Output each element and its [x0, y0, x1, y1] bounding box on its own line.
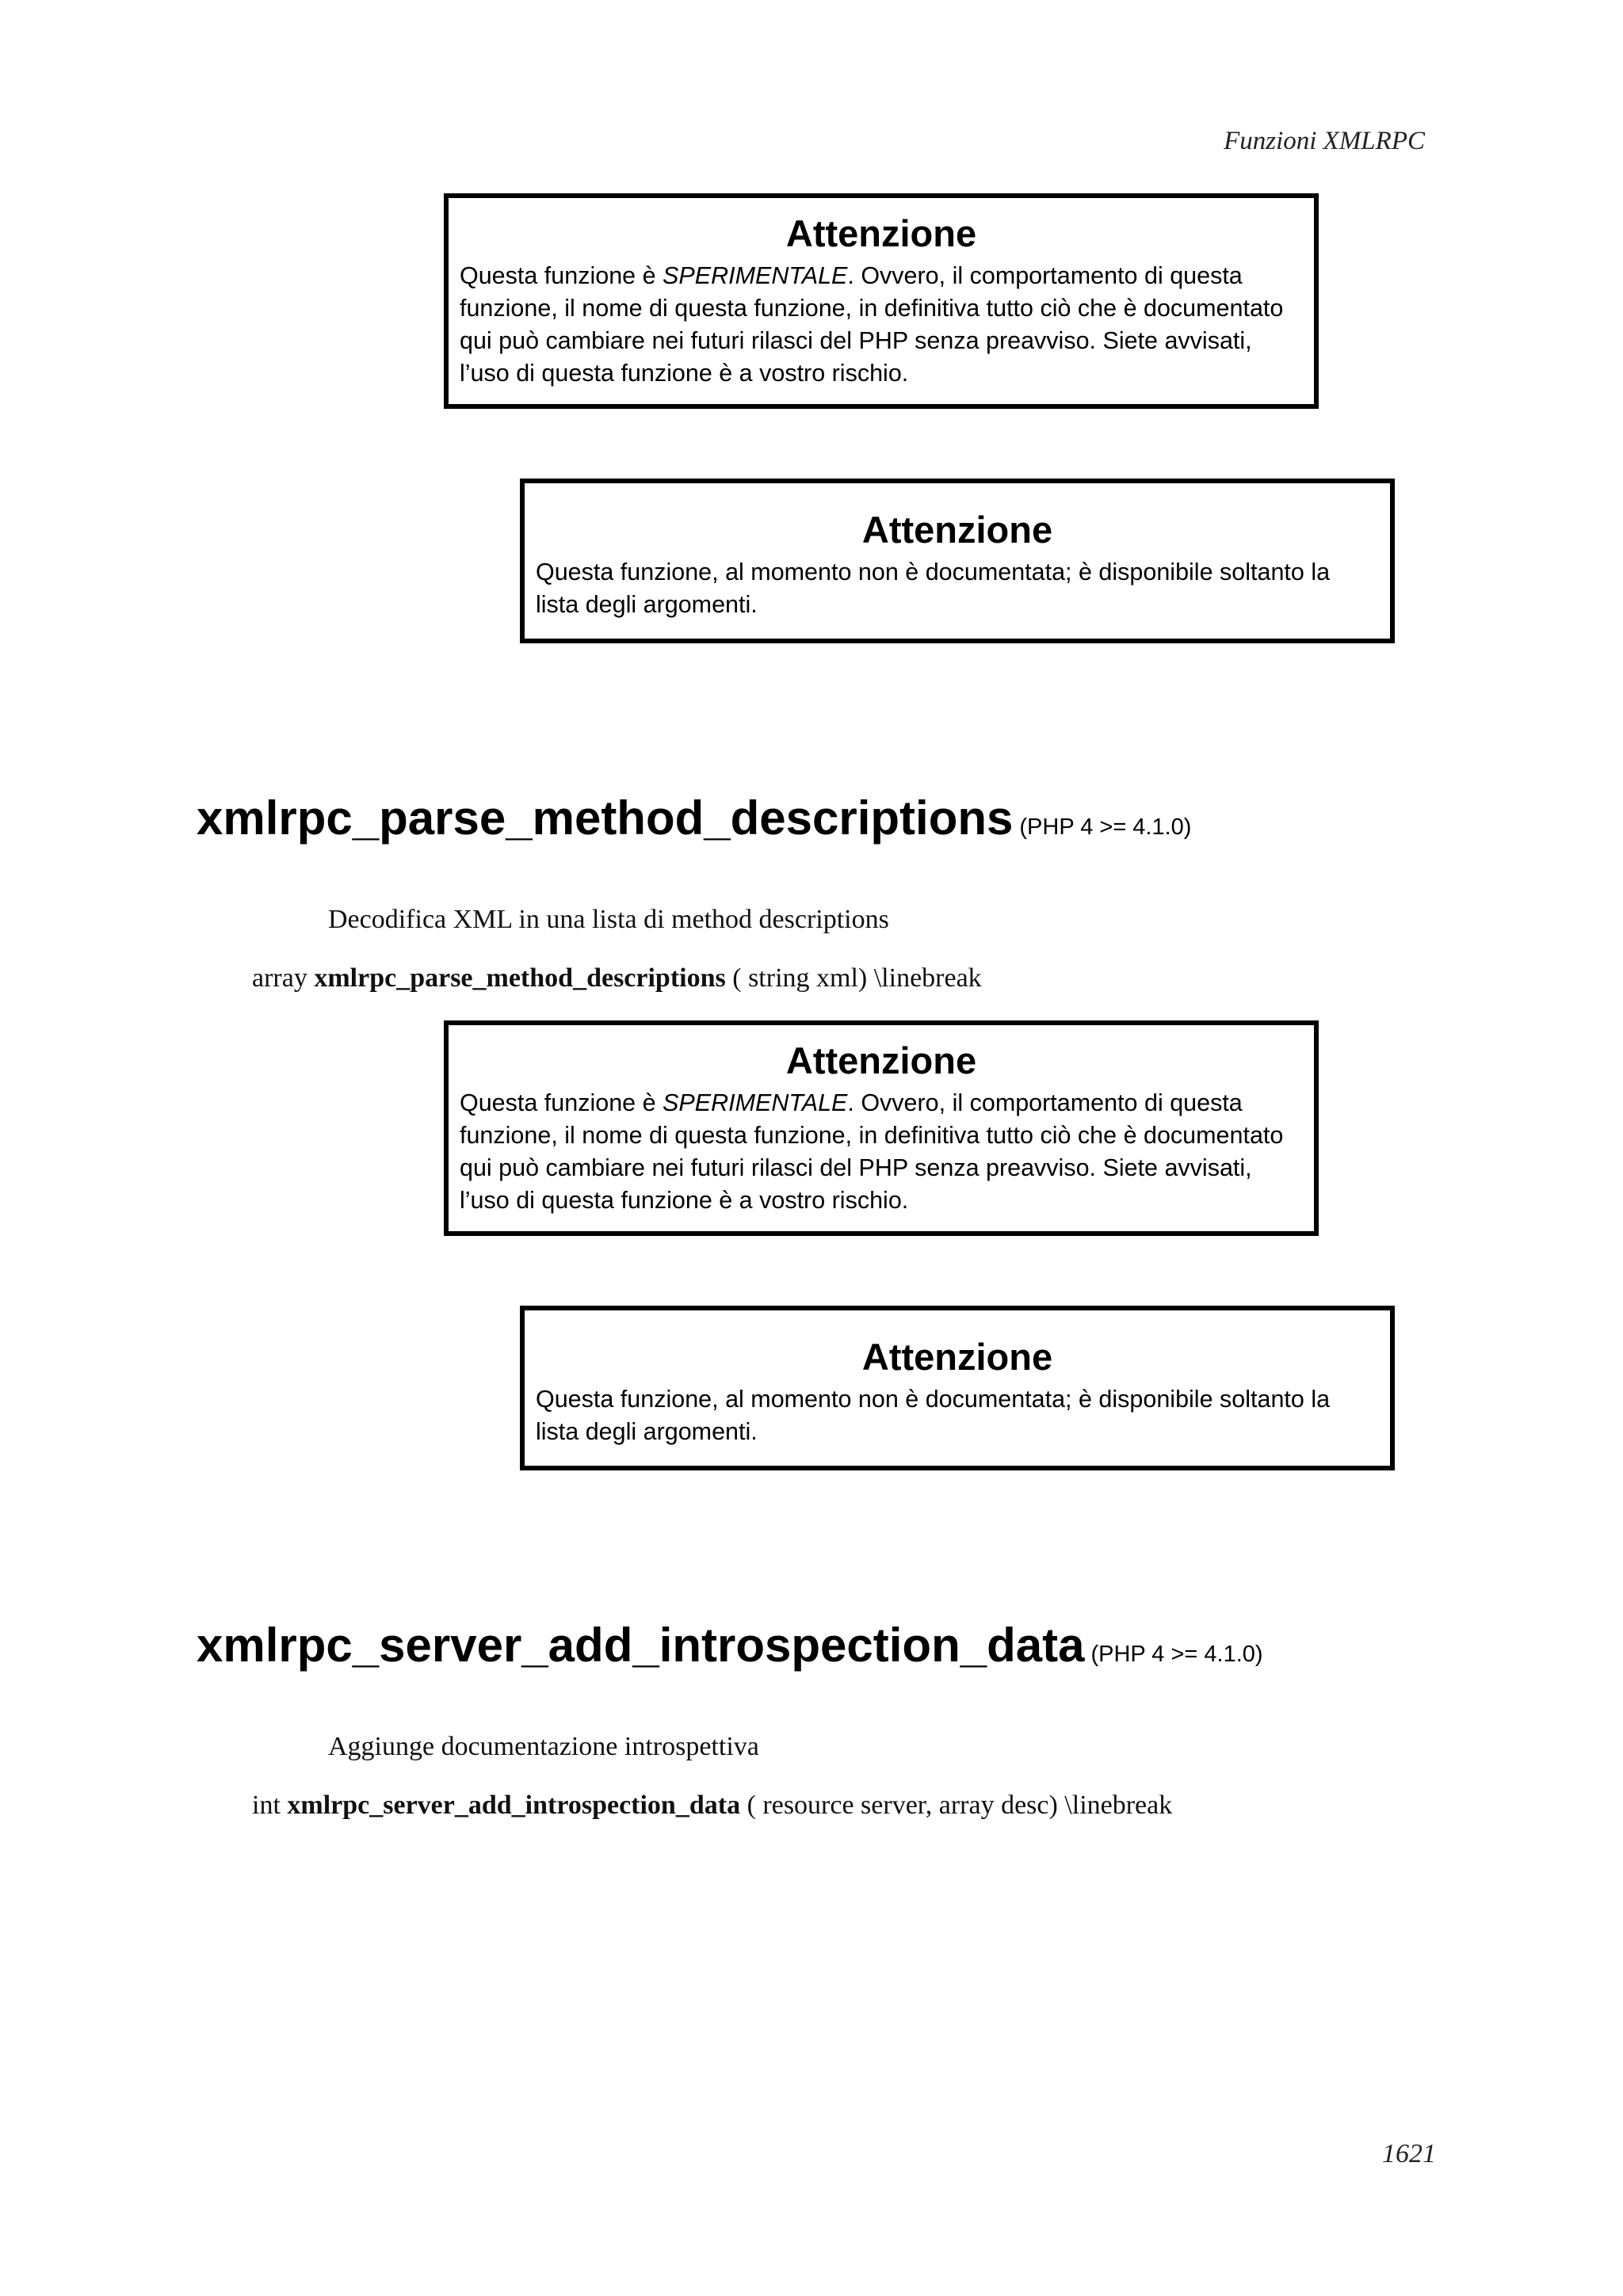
function-params: ( string xml) \linebreak	[732, 963, 982, 993]
running-header: Funzioni XMLRPC	[1224, 127, 1425, 155]
function-name: xmlrpc_server_add_introspection_data	[197, 1619, 1085, 1672]
function-synopsis	[252, 963, 982, 994]
return-type: array	[252, 963, 307, 993]
function-version: (PHP 4 >= 4.1.0)	[1090, 1642, 1263, 1667]
return-type: int	[252, 1791, 281, 1820]
warning-text: Questa funzione è SPERIMENTALE. Ovvero, il comportamento di questa funzione, il nome di questa funzione, in definitiva tutto ciò che è documentato qui può cambiare nei futuri rilasci del PHP senza preavviso. Siete avvisati, l’uso di questa funzione è a vostro rischio.	[460, 262, 1284, 387]
function-version: (PHP 4 >= 4.1.0)	[1019, 814, 1192, 840]
warning-title: Attenzione	[861, 1336, 1053, 1378]
function-description: Aggiunge documentazione introspettiva	[328, 1732, 759, 1761]
experimental-warning-box	[444, 193, 1319, 409]
experimental-emphasis: SPERIMENTALE	[663, 262, 848, 289]
experimental-emphasis: SPERIMENTALE	[663, 1089, 848, 1116]
experimental-warning-box	[444, 1020, 1319, 1236]
undocumented-warning-box	[520, 1306, 1395, 1470]
function-heading	[197, 791, 1191, 845]
warning-text: Questa funzione è SPERIMENTALE. Ovvero, il comportamento di questa funzione, il nome di questa funzione, in definitiva tutto ciò che è documentato qui può cambiare nei futuri rilasci del PHP senza preavviso. Siete avvisati, l’uso di questa funzione è a vostro rischio.	[460, 1089, 1284, 1214]
page-number: 1621	[1382, 2139, 1436, 2168]
undocumented-warning-box	[520, 479, 1395, 643]
warning-title: Attenzione	[785, 1039, 977, 1081]
function-heading	[197, 1618, 1263, 1672]
warning-text: Questa funzione, al momento non è documentata; è disponibile soltanto la lista degli argomenti.	[536, 1386, 1331, 1445]
warning-text: Questa funzione, al momento non è documentata; è disponibile soltanto la lista degli argomenti.	[536, 559, 1331, 618]
warning-title: Attenzione	[785, 212, 977, 254]
function-params: ( resource server, array desc) \linebreak	[747, 1791, 1173, 1820]
warning-title: Attenzione	[861, 509, 1053, 551]
function-name: xmlrpc_parse_method_descriptions	[197, 791, 1014, 845]
function-description: Decodifica XML in una lista di method descriptions	[328, 905, 889, 934]
synopsis-function-name: xmlrpc_server_add_introspection_data	[287, 1791, 741, 1820]
function-synopsis	[252, 1791, 1172, 1821]
synopsis-function-name: xmlrpc_parse_method_descriptions	[314, 963, 726, 993]
